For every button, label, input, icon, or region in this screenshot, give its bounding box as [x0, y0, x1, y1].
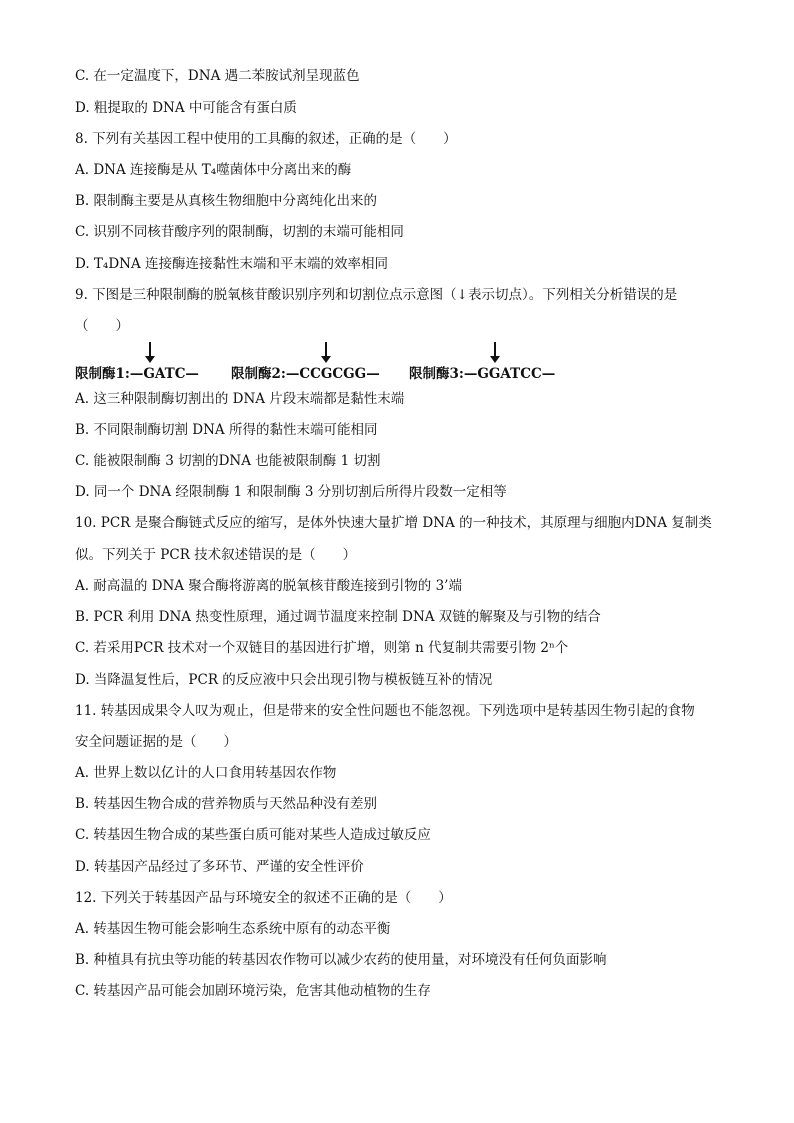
option-8d: D. T₄DNA 连接酶连接黏性末端和平末端的效率相同 — [75, 256, 389, 272]
option-7c: C. 在一定温度下，DNA 遇二苯胺试剂呈现蓝色 — [75, 68, 360, 84]
option-9a: A. 这三种限制酶切割出的 DNA 片段末端都是黏性末端 — [75, 391, 405, 407]
option-10a: A. 耐高温的 DNA 聚合酶将游离的脱氧核苷酸连接到引物的 3’端 — [75, 578, 462, 594]
option-8c: C. 识别不同核苷酸序列的限制酶，切割的末端可能相同 — [75, 224, 404, 240]
option-11a: A. 世界上数以亿计的人口食用转基因农作物 — [75, 765, 337, 781]
question-9-blank: （ ） — [75, 318, 129, 334]
cut-arrow-icon — [494, 342, 496, 358]
option-10b: B. PCR 利用 DNA 热变性原理，通过调节温度来控制 DNA 双链的解聚及与引物的结合 — [75, 609, 601, 625]
cut-arrow-icon — [149, 342, 151, 358]
option-11d: D. 转基因产品经过了多环节、严谨的安全性评价 — [75, 859, 364, 875]
option-11b: B. 转基因生物合成的营养物质与天然品种没有差别 — [75, 796, 378, 812]
option-10d: D. 当降温复性后，PCR 的反应液中只会出现引物与模板链互补的情况 — [75, 672, 493, 688]
question-8: 8. 下列有关基因工程中使用的工具酶的叙述，正确的是（ ） — [75, 131, 457, 147]
enzyme-2 — [231, 362, 380, 382]
enzyme-3 — [409, 362, 555, 382]
enzyme-1 — [75, 362, 199, 382]
enzyme-1-label: 限制酶1:—GATC— — [75, 366, 199, 382]
question-12: 12. 下列关于转基因产品与环境安全的叙述不正确的是（ ） — [75, 890, 452, 906]
option-7d: D. 粗提取的 DNA 中可能含有蛋白质 — [75, 100, 297, 116]
question-11: 11. 转基因成果令人叹为观止，但是带来的安全性问题也不能忽视。下列选项中是转基因生物引起的食物 — [75, 703, 695, 719]
cut-arrow-icon — [325, 342, 327, 358]
question-11-cont: 安全问题证据的是（ ） — [75, 734, 237, 750]
option-9d: D. 同一个 DNA 经限制酶 1 和限制酶 3 分别切割后所得片段数一定相等 — [75, 484, 507, 500]
option-9c: C. 能被限制酶 3 切割的DNA 也能被限制酶 1 切割 — [75, 453, 381, 469]
option-8a: A. DNA 连接酶是从 T₄噬菌体中分离出来的酶 — [75, 162, 352, 178]
question-10: 10. PCR 是聚合酶链式反应的缩写，是体外快速大量扩增 DNA 的一种技术，其原理与细胞内DNA 复制类 — [75, 515, 712, 531]
option-8b: B. 限制酶主要是从真核生物细胞中分离纯化出来的 — [75, 193, 378, 209]
question-9: 9. 下图是三种限制酶的脱氧核苷酸识别序列和切割位点示意图（↓表示切点）。下列相关分析错误的是 — [75, 287, 678, 303]
question-10-cont: 似。下列关于 PCR 技术叙述错误的是（ ） — [75, 547, 357, 563]
option-9b: B. 不同限制酶切割 DNA 所得的黏性末端可能相同 — [75, 422, 378, 438]
option-11c: C. 转基因生物合成的某些蛋白质可能对某些人造成过敏反应 — [75, 827, 431, 843]
option-12a: A. 转基因生物可能会影响生态系统中原有的动态平衡 — [75, 921, 391, 937]
option-10c: C. 若采用PCR 技术对一个双链目的基因进行扩增，则第 n 代复制共需要引物 2ⁿ个 — [75, 640, 569, 656]
enzyme-2-label: 限制酶2:—CCGCGG— — [231, 366, 380, 382]
option-12b: B. 种植具有抗虫等功能的转基因农作物可以减少农药的使用量，对环境没有任何负面影响 — [75, 952, 607, 968]
option-12c: C. 转基因产品可能会加剧环境污染，危害其他动植物的生存 — [75, 983, 431, 999]
enzyme-3-label: 限制酶3:—GGATCC— — [409, 366, 556, 382]
